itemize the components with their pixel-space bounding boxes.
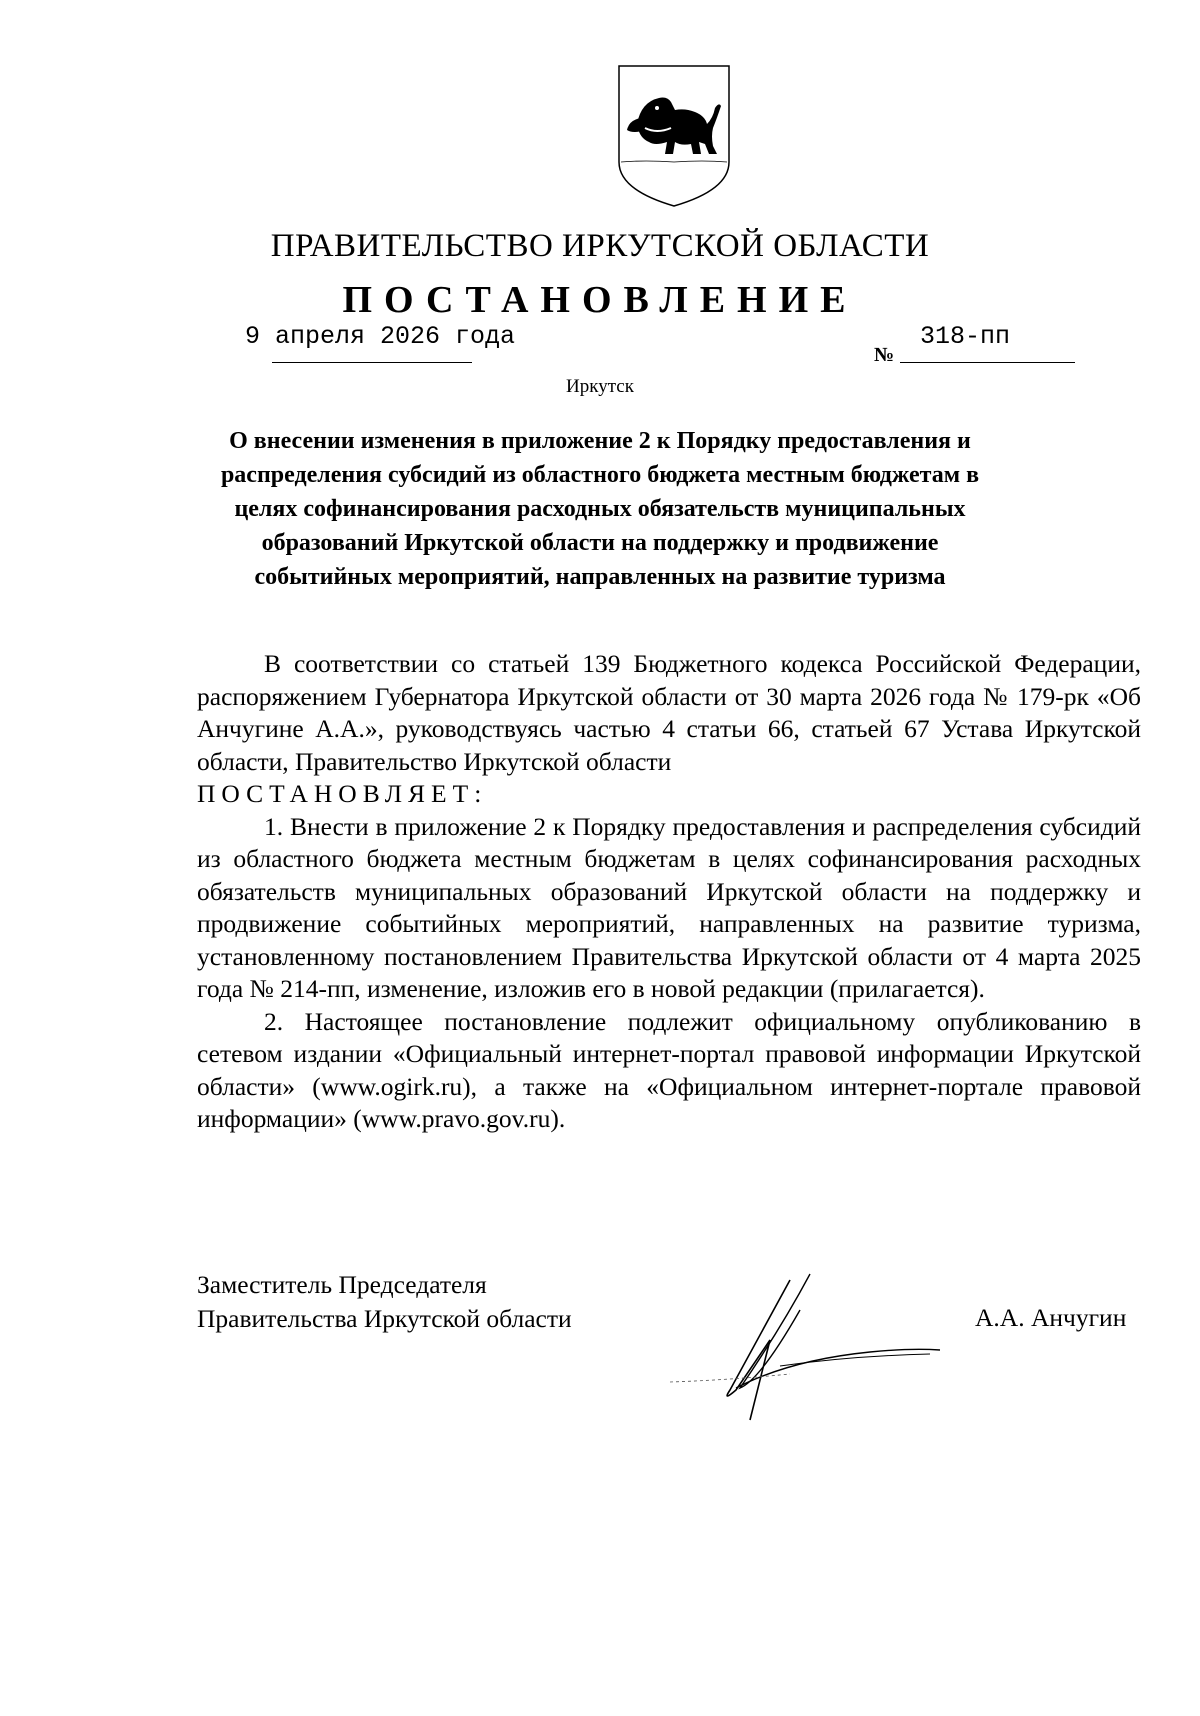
item-1-paragraph: 1. Внести в приложение 2 к Порядку предоставления и распределения субсидий из областного бюджета местным бюджетам в целях софинансирования расходных обязательств муниципальных образований Иркутской области на поддержку и продвижение событийных мероприятий, направленных на развитие туризма, установленному постановлением Правительства Иркутской области от 4 марта 2025 года № 214-пп, изменение, изложив его в новой редакции (прилагается).: [197, 811, 1141, 1003]
organization-name: ПРАВИТЕЛЬСТВО ИРКУТСКОЙ ОБЛАСТИ: [270, 228, 930, 264]
coat-of-arms-icon: [615, 62, 733, 210]
document-title: О внесении изменения в приложение 2 к Порядку предоставления и распределения субсидий из областного бюджета местным бюджетам в целях софинансирования расходных обязательств муниципальных образований Иркутской области на поддержку и продвижение событийных мероприятий, направленных на развитие туризма: [220, 428, 980, 590]
signatory-position-line2: Правительства Иркутской области: [197, 1304, 572, 1333]
preamble-paragraph: В соответствии со статьей 139 Бюджетного кодекса Российской Федерации, распоряжением Губернатора Иркутской области от 30 марта 2026 года № 179-рк «Об Анчугине А.А.», руководствуясь частью 4 статьи 66, статьей 67 Устава Иркутской области, Правительство Иркутской области: [197, 649, 1141, 776]
number-underline: [900, 362, 1075, 363]
date-underline: [272, 362, 472, 363]
handwritten-signature-icon: [670, 1270, 1010, 1430]
number-sign: №: [874, 344, 895, 366]
city: Иркутск: [566, 376, 634, 397]
document-number: 318-пп: [920, 322, 1011, 351]
resolves-heading: ПОСТАНОВЛЯЕТ:: [197, 779, 488, 808]
document-type: ПОСТАНОВЛЕНИЕ: [342, 279, 858, 321]
item-2-paragraph: 2. Настоящее постановление подлежит официальному опубликованию в сетевом издании «Официальный интернет-портал правовой информации Иркутской области» (www.ogirk.ru), а также на «Официальном интернет-портале правовой информации» (www.pravo.gov.ru).: [197, 1006, 1141, 1133]
signatory-position: [197, 1268, 572, 1336]
document-date: 9 апреля 2026 года: [245, 322, 516, 351]
signatory-name: А.А. Анчугин: [975, 1303, 1127, 1332]
signatory-position-line1: Заместитель Председателя: [197, 1270, 487, 1299]
document-body: [197, 648, 1141, 1136]
